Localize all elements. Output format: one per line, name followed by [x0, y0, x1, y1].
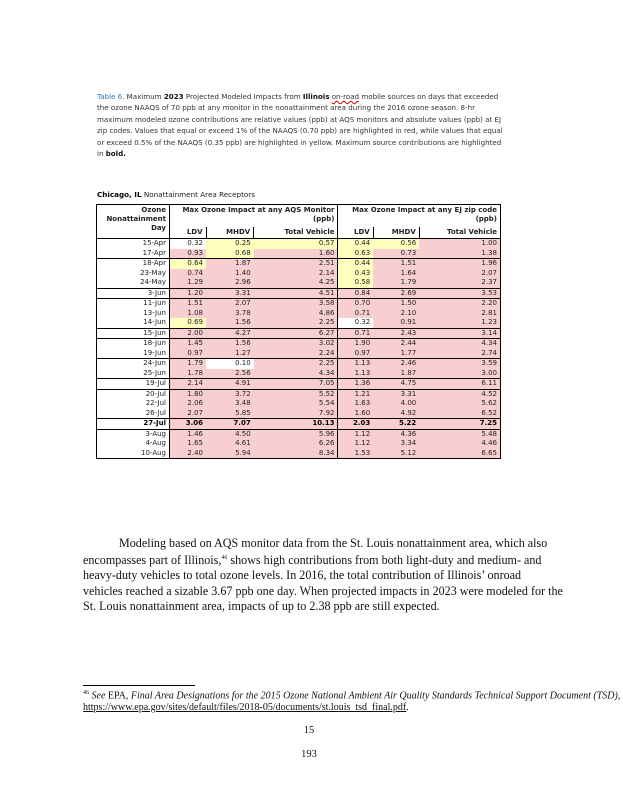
table-subtitle	[97, 190, 255, 199]
table-row	[97, 278, 501, 288]
cell-day: 26-Jul	[97, 409, 170, 419]
cell-day: 19-Jul	[97, 379, 170, 390]
cell-value: 2.96	[206, 278, 254, 288]
cell-day: 22-Jul	[97, 399, 170, 409]
cell-value: 1.65	[170, 439, 207, 449]
cell-value: 1.50	[373, 299, 419, 309]
cell-value: 4.52	[419, 389, 500, 399]
cell-day: 14-Jun	[97, 318, 170, 328]
cell-value: 0.97	[170, 349, 207, 359]
table-row	[97, 249, 501, 259]
cell-value: 0.44	[338, 239, 373, 249]
body-paragraph	[83, 536, 563, 614]
cell-value: 3.02	[254, 339, 338, 349]
cell-value: 2.07	[206, 299, 254, 309]
cell-value: 0.57	[254, 239, 338, 249]
table-row	[97, 449, 501, 459]
caption-text: Maximum	[124, 92, 164, 101]
header-ldv: LDV	[170, 227, 207, 239]
cell-value: 0.74	[170, 269, 207, 279]
cell-value: 2.14	[170, 379, 207, 390]
cell-value: 0.63	[338, 249, 373, 259]
cell-day: 15-Jun	[97, 328, 170, 339]
paragraph-text: Modeling based on AQS monitor data from the St. Louis nonattainment area, which also encompasses part of Illinois,	[83, 536, 548, 568]
table-row	[97, 339, 501, 349]
cell-value: 4.46	[419, 439, 500, 449]
cell-value: 1.40	[206, 269, 254, 279]
cell-value: 5.22	[373, 419, 419, 430]
cell-value: 7.07	[206, 419, 254, 430]
cell-day: 3-Jun	[97, 288, 170, 299]
cell-value: 2.37	[419, 278, 500, 288]
cell-value: 6.11	[419, 379, 500, 390]
cell-value: 0.64	[170, 259, 207, 269]
cell-value: 2.46	[373, 359, 419, 369]
cell-value: 3.06	[170, 419, 207, 430]
cell-day: 3-Aug	[97, 429, 170, 439]
caption-text: Projected Modeled Impacts from	[183, 92, 303, 101]
cell-value: 1.12	[338, 429, 373, 439]
cell-value: 2.24	[254, 349, 338, 359]
cell-value: 2.20	[419, 299, 500, 309]
cell-value: 1.90	[338, 339, 373, 349]
cell-value: 1.38	[419, 249, 500, 259]
table-caption	[97, 91, 507, 159]
cell-value: 1.78	[170, 369, 207, 379]
cell-value: 2.25	[254, 359, 338, 369]
cell-value: 2.43	[373, 328, 419, 339]
ozone-impact-table	[96, 204, 501, 459]
cell-day: 19-Jun	[97, 349, 170, 359]
cell-value: 6.26	[254, 439, 338, 449]
cell-value: 1.08	[170, 309, 207, 319]
cell-value: 2.07	[170, 409, 207, 419]
table-row	[97, 309, 501, 319]
cell-day: 17-Apr	[97, 249, 170, 259]
cell-value: 1.13	[338, 359, 373, 369]
table-row	[97, 288, 501, 299]
cell-value: 2.74	[419, 349, 500, 359]
table-row	[97, 429, 501, 439]
cell-value: 1.45	[170, 339, 207, 349]
cell-value: 2.40	[170, 449, 207, 459]
cell-value: 4.75	[373, 379, 419, 390]
subtitle-text: Nonattainment Area Receptors	[141, 190, 256, 199]
cell-value: 1.63	[338, 399, 373, 409]
cell-value: 1.60	[254, 249, 338, 259]
cell-value: 1.00	[419, 239, 500, 249]
cell-value: 1.79	[373, 278, 419, 288]
table-row	[97, 299, 501, 309]
table-row	[97, 369, 501, 379]
cell-value: 3.78	[206, 309, 254, 319]
cell-value: 7.92	[254, 409, 338, 419]
caption-bold: Illinois	[302, 92, 330, 101]
table-row	[97, 239, 501, 249]
cell-value: 3.34	[373, 439, 419, 449]
cell-value: 0.84	[338, 288, 373, 299]
footnote-text: ,	[617, 690, 621, 702]
header-ldv: LDV	[338, 227, 373, 239]
table-row	[97, 349, 501, 359]
footnote-link[interactable]: https://www.epa.gov/sites/default/files/2018-05/documents/st.louis_tsd_final.pdf	[83, 701, 407, 713]
cell-value: 1.46	[170, 429, 207, 439]
cell-value: 2.07	[419, 269, 500, 279]
header-aqs-group: Max Ozone Impact at any AQS Monitor (ppb)	[170, 205, 338, 228]
cell-value: 0.25	[206, 239, 254, 249]
cell-day: 18-Apr	[97, 259, 170, 269]
cell-value: 1.64	[373, 269, 419, 279]
table-row	[97, 439, 501, 449]
cell-value: 1.56	[206, 339, 254, 349]
cell-value: 0.32	[338, 318, 373, 328]
cell-value: 6.27	[254, 328, 338, 339]
cell-value: 1.36	[338, 379, 373, 390]
cell-value: 0.68	[206, 249, 254, 259]
footnote-text: .	[406, 701, 409, 713]
cell-day: 4-Aug	[97, 439, 170, 449]
footnote	[83, 688, 623, 713]
cell-day: 13-Jun	[97, 309, 170, 319]
cell-value: 5.62	[419, 399, 500, 409]
cell-value: 1.53	[338, 449, 373, 459]
cell-value: 3.48	[206, 399, 254, 409]
cell-value: 6.52	[419, 409, 500, 419]
cell-value: 2.06	[170, 399, 207, 409]
cell-value: 2.14	[254, 269, 338, 279]
pdf-page-number: 193	[301, 749, 317, 760]
cell-value: 4.00	[373, 399, 419, 409]
cell-value: 0.10	[206, 359, 254, 369]
cell-value: 6.65	[419, 449, 500, 459]
cell-value: 1.60	[338, 409, 373, 419]
cell-value: 10.13	[254, 419, 338, 430]
cell-value: 0.71	[338, 309, 373, 319]
cell-value: 0.70	[338, 299, 373, 309]
cell-value: 1.23	[419, 318, 500, 328]
header-total: Total Vehicle	[419, 227, 500, 239]
cell-value: 5.85	[206, 409, 254, 419]
paragraph-text: shows high contributions from both light-duty and medium- and heavy-duty vehicles to total ozone levels. In 2016, the total contribution of Illinois’ onroad vehicles reached a sizable 3.67 ppb one day. When projected impacts in 2023 were modeled for the St. Louis nonattainment area, impacts of up to 2.38 ppb are still expected.	[83, 553, 563, 613]
cell-value: 7.05	[254, 379, 338, 390]
cell-value: 1.87	[373, 369, 419, 379]
cell-value: 5.12	[373, 449, 419, 459]
cell-value: 1.56	[206, 318, 254, 328]
cell-value: 4.34	[419, 339, 500, 349]
cell-value: 7.25	[419, 419, 500, 430]
cell-day: 15-Apr	[97, 239, 170, 249]
cell-value: 3.14	[419, 328, 500, 339]
header-mhdv: MHDV	[373, 227, 419, 239]
cell-value: 1.13	[338, 369, 373, 379]
cell-value: 1.51	[170, 299, 207, 309]
cell-value: 4.86	[254, 309, 338, 319]
cell-value: 5.52	[254, 389, 338, 399]
cell-value: 1.12	[338, 439, 373, 449]
cell-value: 2.03	[338, 419, 373, 430]
footnote-divider	[83, 685, 195, 686]
cell-value: 2.56	[206, 369, 254, 379]
footnote-number: 46	[83, 690, 89, 696]
cell-value: 5.96	[254, 429, 338, 439]
cell-value: 0.58	[338, 278, 373, 288]
table-row	[97, 318, 501, 328]
cell-value: 3.59	[419, 359, 500, 369]
caption-text: mobile sources on days that exceeded the ozone NAAQS of 70 ppb at any monitor in the nonattainment area during the 2016 ozone season. 8-hr maximum modeled ozone contributions are relative values (ppb) at AQS monitors and absolute values (ppb) at EJ zip codes. Values that equal or exceed 1% of the NAAQS (0.70 ppb) are highlighted in red, while values that equal or exceed 0.5% of the NAAQS (0.35 ppb) are highlighted in yellow. Maximum source contributions are highlighted in	[97, 92, 503, 159]
cell-day: 27-Jul	[97, 419, 170, 430]
cell-value: 4.25	[254, 278, 338, 288]
cell-value: 0.97	[338, 349, 373, 359]
cell-value: 0.71	[338, 328, 373, 339]
cell-value: 3.31	[373, 389, 419, 399]
document-page-number: 15	[303, 725, 315, 736]
cell-value: 0.69	[170, 318, 207, 328]
cell-value: 3.53	[419, 288, 500, 299]
footnote-title: Final Area Designations for the 2015 Ozone National Ambient Air Quality Standards Technical Support Document (TSD)	[130, 690, 618, 702]
cell-value: 5.54	[254, 399, 338, 409]
cell-value: 5.94	[206, 449, 254, 459]
cell-value: 4.27	[206, 328, 254, 339]
cell-value: 1.87	[206, 259, 254, 269]
cell-value: 0.91	[373, 318, 419, 328]
table-row	[97, 409, 501, 419]
table-body	[97, 239, 501, 459]
table-row	[97, 419, 501, 430]
cell-value: 0.93	[170, 249, 207, 259]
cell-value: 1.20	[170, 288, 207, 299]
cell-value: 2.44	[373, 339, 419, 349]
cell-value: 2.81	[419, 309, 500, 319]
cell-value: 2.10	[373, 309, 419, 319]
cell-value: 0.56	[373, 239, 419, 249]
cell-value: 4.51	[254, 288, 338, 299]
caption-label: Table 6.	[97, 92, 125, 101]
footnote-ref[interactable]: 46	[221, 555, 228, 562]
footnote-text: EPA,	[105, 690, 131, 702]
cell-value: 2.00	[170, 328, 207, 339]
cell-value: 5.48	[419, 429, 500, 439]
header-day: Ozone Nonattainment Day	[97, 205, 170, 239]
cell-day: 25-Jun	[97, 369, 170, 379]
table-row	[97, 399, 501, 409]
cell-value: 4.61	[206, 439, 254, 449]
cell-value: 1.29	[170, 278, 207, 288]
cell-value: 1.21	[338, 389, 373, 399]
cell-value: 1.79	[170, 359, 207, 369]
cell-value: 1.51	[373, 259, 419, 269]
footnote-see: See	[91, 690, 106, 702]
cell-value: 4.92	[373, 409, 419, 419]
cell-value: 1.80	[170, 389, 207, 399]
cell-value: 3.00	[419, 369, 500, 379]
cell-value: 1.27	[206, 349, 254, 359]
cell-value: 4.91	[206, 379, 254, 390]
caption-bold: bold.	[105, 149, 126, 159]
cell-day: 20-Jul	[97, 389, 170, 399]
table-row	[97, 379, 501, 390]
cell-value: 2.51	[254, 259, 338, 269]
cell-value: 0.73	[373, 249, 419, 259]
cell-value: 1.77	[373, 349, 419, 359]
cell-value: 0.32	[170, 239, 207, 249]
cell-value: 8.34	[254, 449, 338, 459]
table-row	[97, 389, 501, 399]
subtitle-region: Chicago, IL	[97, 190, 142, 199]
header-ej-group: Max Ozone Impact at any EJ zip code (ppb)	[338, 205, 501, 228]
spellcheck-flagged-word[interactable]: on-road	[331, 92, 360, 101]
cell-value: 0.43	[338, 269, 373, 279]
cell-day: 23-May	[97, 269, 170, 279]
cell-value: 4.36	[373, 429, 419, 439]
cell-day: 18-Jun	[97, 339, 170, 349]
table-row	[97, 269, 501, 279]
cell-value: 2.25	[254, 318, 338, 328]
table-row	[97, 328, 501, 339]
cell-value: 3.58	[254, 299, 338, 309]
cell-value: 3.72	[206, 389, 254, 399]
cell-value: 0.44	[338, 259, 373, 269]
header-total: Total Vehicle	[254, 227, 338, 239]
cell-value: 3.31	[206, 288, 254, 299]
cell-day: 24-May	[97, 278, 170, 288]
cell-value: 1.96	[419, 259, 500, 269]
table-row	[97, 259, 501, 269]
cell-day: 10-Aug	[97, 449, 170, 459]
cell-value: 2.69	[373, 288, 419, 299]
table-row	[97, 359, 501, 369]
caption-bold: 2023	[163, 92, 184, 101]
cell-day: 11-Jun	[97, 299, 170, 309]
cell-value: 4.34	[254, 369, 338, 379]
cell-day: 24-Jun	[97, 359, 170, 369]
cell-value: 4.50	[206, 429, 254, 439]
header-mhdv: MHDV	[206, 227, 254, 239]
